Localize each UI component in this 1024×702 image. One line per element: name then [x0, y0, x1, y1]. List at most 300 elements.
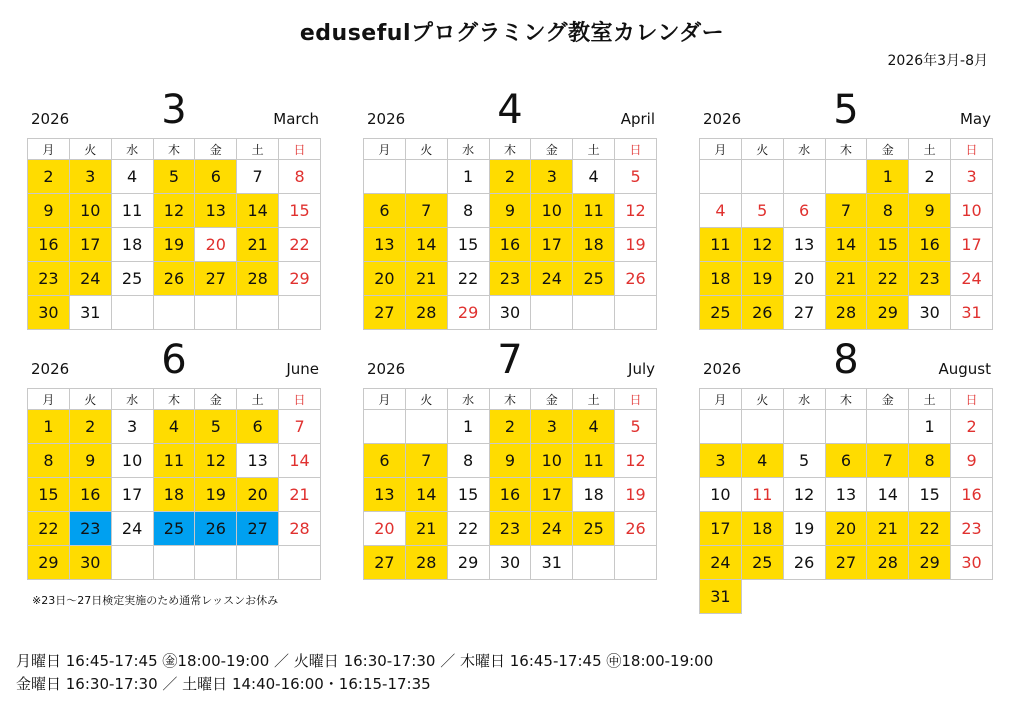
month-number: 4 [497, 87, 523, 133]
weekday-header: 日 [951, 389, 993, 410]
month-number: 6 [161, 337, 187, 383]
month-name: April [620, 110, 655, 128]
empty-day-cell [364, 410, 406, 444]
day-cell: 2 [909, 160, 951, 194]
day-cell: 8 [28, 444, 70, 478]
day-cell: 1 [28, 410, 70, 444]
day-cell: 16 [28, 228, 70, 262]
day-cell: 14 [405, 478, 447, 512]
day-cell: 4 [153, 410, 195, 444]
day-cell: 3 [951, 160, 993, 194]
day-cell: 4 [700, 194, 742, 228]
weekday-header: 水 [783, 389, 825, 410]
day-cell: 21 [825, 262, 867, 296]
weekday-header: 日 [615, 389, 657, 410]
weekday-header: 日 [279, 389, 321, 410]
calendar-grid [699, 388, 993, 614]
day-cell: 16 [489, 228, 531, 262]
day-cell: 4 [573, 160, 615, 194]
weekday-header: 月 [700, 389, 742, 410]
month-name: March [273, 110, 319, 128]
day-cell: 21 [237, 228, 279, 262]
empty-day-cell [825, 160, 867, 194]
day-cell: 15 [28, 478, 70, 512]
day-cell: 6 [364, 194, 406, 228]
weekday-header: 月 [28, 139, 70, 160]
day-cell: 31 [69, 296, 111, 330]
empty-space [951, 580, 993, 614]
day-cell: 17 [111, 478, 153, 512]
month-calendar [27, 337, 321, 580]
day-cell: 27 [825, 546, 867, 580]
day-cell: 11 [111, 194, 153, 228]
empty-day-cell [237, 296, 279, 330]
empty-day-cell [700, 410, 742, 444]
day-cell: 1 [909, 410, 951, 444]
day-cell: 17 [69, 228, 111, 262]
day-cell: 27 [783, 296, 825, 330]
empty-day-cell [111, 546, 153, 580]
weekday-header: 水 [447, 389, 489, 410]
day-cell: 23 [28, 262, 70, 296]
month-year: 2026 [703, 360, 742, 378]
day-cell: 22 [867, 262, 909, 296]
day-cell: 22 [28, 512, 70, 546]
day-cell: 19 [195, 478, 237, 512]
weekday-header: 金 [531, 139, 573, 160]
day-cell: 13 [825, 478, 867, 512]
day-cell: 17 [951, 228, 993, 262]
weekday-header: 月 [28, 389, 70, 410]
empty-space [783, 580, 825, 614]
month-name: August [938, 360, 991, 378]
day-cell: 5 [783, 444, 825, 478]
day-cell: 11 [573, 194, 615, 228]
day-cell: 23 [69, 512, 111, 546]
day-cell: 12 [783, 478, 825, 512]
day-cell: 4 [111, 160, 153, 194]
day-cell: 4 [741, 444, 783, 478]
day-cell: 6 [364, 444, 406, 478]
empty-space [741, 580, 783, 614]
day-cell: 12 [615, 444, 657, 478]
calendar-grid [27, 138, 321, 330]
weekday-header: 水 [111, 139, 153, 160]
weekday-header: 土 [573, 139, 615, 160]
day-cell: 3 [531, 410, 573, 444]
month-calendar [27, 87, 321, 330]
day-cell: 30 [28, 296, 70, 330]
day-cell: 20 [237, 478, 279, 512]
calendar-grid [699, 138, 993, 330]
day-cell: 19 [783, 512, 825, 546]
day-cell: 26 [615, 262, 657, 296]
day-cell: 13 [364, 478, 406, 512]
weekday-header: 金 [531, 389, 573, 410]
day-cell: 20 [195, 228, 237, 262]
day-cell: 28 [867, 546, 909, 580]
month-number: 8 [833, 337, 859, 383]
day-cell: 28 [237, 262, 279, 296]
calendar-grid [363, 388, 657, 580]
day-cell: 15 [447, 478, 489, 512]
empty-day-cell [111, 296, 153, 330]
day-cell: 9 [69, 444, 111, 478]
day-cell: 5 [195, 410, 237, 444]
empty-day-cell [700, 160, 742, 194]
day-cell: 2 [951, 410, 993, 444]
weekday-header: 土 [237, 389, 279, 410]
day-cell: 25 [573, 262, 615, 296]
day-cell: 31 [531, 546, 573, 580]
day-cell: 17 [531, 478, 573, 512]
day-cell: 5 [615, 160, 657, 194]
day-cell: 3 [531, 160, 573, 194]
weekday-header: 土 [573, 389, 615, 410]
empty-day-cell [615, 296, 657, 330]
empty-day-cell [783, 160, 825, 194]
day-cell: 29 [909, 546, 951, 580]
day-cell: 16 [69, 478, 111, 512]
day-cell: 9 [951, 444, 993, 478]
day-cell: 16 [951, 478, 993, 512]
day-cell: 24 [531, 512, 573, 546]
month-name: July [628, 360, 655, 378]
day-cell: 13 [237, 444, 279, 478]
empty-day-cell [783, 410, 825, 444]
day-cell: 30 [909, 296, 951, 330]
month-header [363, 87, 657, 138]
day-cell: 18 [741, 512, 783, 546]
empty-day-cell [573, 546, 615, 580]
weekday-header: 木 [153, 389, 195, 410]
weekday-header: 水 [783, 139, 825, 160]
day-cell: 30 [489, 546, 531, 580]
day-cell: 20 [825, 512, 867, 546]
day-cell: 24 [111, 512, 153, 546]
day-cell: 25 [700, 296, 742, 330]
empty-day-cell [279, 546, 321, 580]
empty-day-cell [867, 410, 909, 444]
weekday-header: 月 [700, 139, 742, 160]
day-cell: 8 [447, 444, 489, 478]
day-cell: 27 [364, 546, 406, 580]
weekday-header: 火 [69, 389, 111, 410]
day-cell: 1 [867, 160, 909, 194]
day-cell: 11 [573, 444, 615, 478]
day-cell: 24 [69, 262, 111, 296]
day-cell: 3 [69, 160, 111, 194]
weekday-header: 木 [489, 139, 531, 160]
weekday-header: 木 [153, 139, 195, 160]
day-cell: 24 [700, 546, 742, 580]
hours-line-1: 月曜日 16:45-17:45 ㊎18:00-19:00 ／ 火曜日 16:30-17:30 ／ 木曜日 16:45-17:45 ㊥18:00-19:00 [16, 652, 714, 670]
day-cell: 7 [405, 194, 447, 228]
day-cell: 17 [700, 512, 742, 546]
day-cell: 2 [28, 160, 70, 194]
weekday-header: 月 [364, 389, 406, 410]
day-cell: 12 [741, 228, 783, 262]
weekday-header: 金 [195, 389, 237, 410]
weekday-header: 金 [867, 139, 909, 160]
day-cell: 22 [447, 512, 489, 546]
weekday-header: 日 [615, 139, 657, 160]
day-cell: 23 [909, 262, 951, 296]
month-header [699, 87, 993, 138]
day-cell: 24 [951, 262, 993, 296]
month-number: 5 [833, 87, 859, 133]
day-cell: 15 [279, 194, 321, 228]
day-cell: 9 [489, 194, 531, 228]
weekday-header: 火 [741, 139, 783, 160]
day-cell: 18 [573, 228, 615, 262]
day-cell: 3 [700, 444, 742, 478]
day-cell: 22 [279, 228, 321, 262]
day-cell: 28 [825, 296, 867, 330]
weekday-header: 木 [489, 389, 531, 410]
empty-day-cell [615, 546, 657, 580]
day-cell: 13 [364, 228, 406, 262]
day-cell: 27 [195, 262, 237, 296]
day-cell: 7 [825, 194, 867, 228]
day-cell: 30 [69, 546, 111, 580]
empty-space [825, 580, 867, 614]
weekday-header: 木 [825, 139, 867, 160]
day-cell: 10 [700, 478, 742, 512]
day-cell: 5 [153, 160, 195, 194]
day-cell: 20 [364, 262, 406, 296]
day-cell: 26 [153, 262, 195, 296]
day-cell: 8 [447, 194, 489, 228]
day-cell: 2 [489, 410, 531, 444]
day-cell: 26 [615, 512, 657, 546]
day-cell: 20 [364, 512, 406, 546]
day-cell: 24 [531, 262, 573, 296]
day-cell: 23 [951, 512, 993, 546]
day-cell: 1 [447, 160, 489, 194]
day-cell: 29 [447, 546, 489, 580]
day-cell: 7 [279, 410, 321, 444]
day-cell: 21 [405, 512, 447, 546]
day-cell: 30 [951, 546, 993, 580]
day-cell: 22 [909, 512, 951, 546]
month-name: June [286, 360, 319, 378]
empty-day-cell [279, 296, 321, 330]
day-cell: 10 [531, 444, 573, 478]
month-number: 7 [497, 337, 523, 383]
month-year: 2026 [367, 360, 406, 378]
weekday-header: 火 [405, 139, 447, 160]
day-cell: 15 [867, 228, 909, 262]
day-cell: 10 [951, 194, 993, 228]
day-cell: 21 [405, 262, 447, 296]
day-cell: 25 [573, 512, 615, 546]
month-header [363, 337, 657, 388]
empty-day-cell [153, 296, 195, 330]
weekday-header: 火 [405, 389, 447, 410]
month-header [27, 87, 321, 138]
month-calendar [363, 337, 657, 580]
day-cell: 10 [69, 194, 111, 228]
day-cell: 4 [573, 410, 615, 444]
day-cell: 15 [909, 478, 951, 512]
day-cell: 18 [111, 228, 153, 262]
weekday-header: 水 [447, 139, 489, 160]
day-cell: 16 [909, 228, 951, 262]
day-cell: 14 [867, 478, 909, 512]
day-cell: 20 [783, 262, 825, 296]
month-year: 2026 [31, 360, 70, 378]
hours-line-2: 金曜日 16:30-17:30 ／ 土曜日 14:40-16:00・16:15-17:35 [16, 675, 431, 693]
weekday-header: 日 [951, 139, 993, 160]
day-cell: 12 [195, 444, 237, 478]
day-cell: 19 [741, 262, 783, 296]
day-cell: 22 [447, 262, 489, 296]
day-cell: 2 [489, 160, 531, 194]
day-cell: 19 [153, 228, 195, 262]
day-cell: 7 [405, 444, 447, 478]
day-cell: 8 [867, 194, 909, 228]
empty-day-cell [825, 410, 867, 444]
weekday-header: 水 [111, 389, 153, 410]
empty-day-cell [237, 546, 279, 580]
day-cell: 26 [741, 296, 783, 330]
day-cell: 28 [405, 546, 447, 580]
lesson-hours [16, 650, 713, 696]
day-cell: 23 [489, 512, 531, 546]
weekday-header: 金 [195, 139, 237, 160]
day-cell: 26 [783, 546, 825, 580]
month-year: 2026 [367, 110, 406, 128]
day-cell: 26 [195, 512, 237, 546]
month-year: 2026 [703, 110, 742, 128]
day-cell: 25 [741, 546, 783, 580]
day-cell: 7 [237, 160, 279, 194]
month-calendar [699, 337, 993, 614]
day-cell: 31 [951, 296, 993, 330]
day-cell: 14 [279, 444, 321, 478]
empty-day-cell [153, 546, 195, 580]
day-cell: 31 [700, 580, 742, 614]
day-cell: 19 [615, 478, 657, 512]
day-cell: 3 [111, 410, 153, 444]
day-cell: 16 [489, 478, 531, 512]
day-cell: 12 [615, 194, 657, 228]
day-cell: 9 [28, 194, 70, 228]
day-cell: 13 [195, 194, 237, 228]
weekday-header: 月 [364, 139, 406, 160]
note: ※23日〜27日検定実施のため通常レッスンお休み [32, 594, 279, 607]
day-cell: 23 [489, 262, 531, 296]
day-cell: 21 [867, 512, 909, 546]
day-cell: 2 [69, 410, 111, 444]
weekday-header: 土 [237, 139, 279, 160]
date-range: 2026年3月-8月 [887, 53, 988, 69]
day-cell: 13 [783, 228, 825, 262]
day-cell: 18 [573, 478, 615, 512]
day-cell: 25 [111, 262, 153, 296]
day-cell: 14 [237, 194, 279, 228]
weekday-header: 土 [909, 139, 951, 160]
day-cell: 9 [489, 444, 531, 478]
day-cell: 9 [909, 194, 951, 228]
day-cell: 6 [195, 160, 237, 194]
day-cell: 6 [825, 444, 867, 478]
day-cell: 6 [783, 194, 825, 228]
day-cell: 21 [279, 478, 321, 512]
day-cell: 18 [700, 262, 742, 296]
weekday-header: 金 [867, 389, 909, 410]
day-cell: 8 [279, 160, 321, 194]
day-cell: 14 [405, 228, 447, 262]
day-cell: 29 [28, 546, 70, 580]
day-cell: 15 [447, 228, 489, 262]
day-cell: 12 [153, 194, 195, 228]
empty-space [867, 580, 909, 614]
weekday-header: 土 [909, 389, 951, 410]
month-year: 2026 [31, 110, 70, 128]
empty-space [909, 580, 951, 614]
day-cell: 5 [615, 410, 657, 444]
day-cell: 14 [825, 228, 867, 262]
day-cell: 10 [531, 194, 573, 228]
day-cell: 29 [867, 296, 909, 330]
day-cell: 11 [153, 444, 195, 478]
day-cell: 18 [153, 478, 195, 512]
empty-day-cell [405, 160, 447, 194]
day-cell: 29 [447, 296, 489, 330]
day-cell: 1 [447, 410, 489, 444]
month-name: May [959, 110, 991, 128]
month-number: 3 [161, 87, 187, 133]
empty-day-cell [573, 296, 615, 330]
empty-day-cell [195, 296, 237, 330]
weekday-header: 火 [741, 389, 783, 410]
month-header [699, 337, 993, 388]
day-cell: 27 [364, 296, 406, 330]
month-calendar [363, 87, 657, 330]
empty-day-cell [195, 546, 237, 580]
day-cell: 28 [279, 512, 321, 546]
day-cell: 5 [741, 194, 783, 228]
day-cell: 17 [531, 228, 573, 262]
day-cell: 19 [615, 228, 657, 262]
day-cell: 7 [867, 444, 909, 478]
day-cell: 30 [489, 296, 531, 330]
calendar-grid [363, 138, 657, 330]
empty-day-cell [405, 410, 447, 444]
weekday-header: 火 [69, 139, 111, 160]
empty-day-cell [364, 160, 406, 194]
empty-day-cell [741, 160, 783, 194]
month-calendar [699, 87, 993, 330]
day-cell: 11 [700, 228, 742, 262]
day-cell: 28 [405, 296, 447, 330]
day-cell: 29 [279, 262, 321, 296]
day-cell: 11 [741, 478, 783, 512]
calendar-grid [27, 388, 321, 580]
day-cell: 6 [237, 410, 279, 444]
month-header [27, 337, 321, 388]
empty-day-cell [741, 410, 783, 444]
day-cell: 10 [111, 444, 153, 478]
day-cell: 8 [909, 444, 951, 478]
page-title: edusefulプログラミング教室カレンダー [299, 21, 725, 46]
day-cell: 25 [153, 512, 195, 546]
weekday-header: 木 [825, 389, 867, 410]
empty-day-cell [531, 296, 573, 330]
day-cell: 27 [237, 512, 279, 546]
